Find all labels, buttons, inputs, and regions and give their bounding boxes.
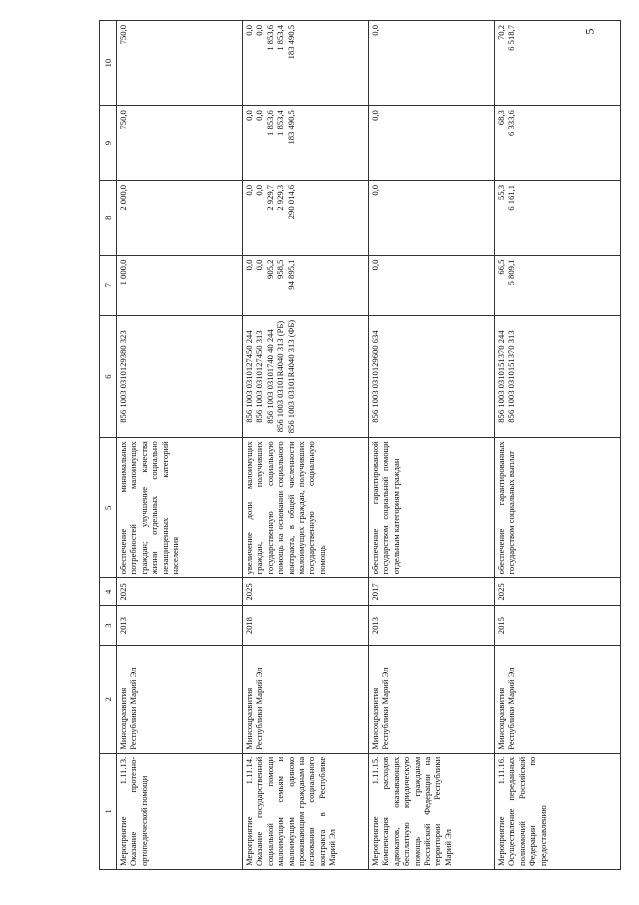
budget-code-cell [369, 315, 495, 437]
executor-cell: Минсоцразвития Республики Марий Эл [117, 645, 243, 753]
amount-cell-col9-value: 1 853,4 [275, 110, 286, 136]
column-header: 2 [100, 645, 117, 753]
table-row [495, 21, 621, 870]
amount-cell-col9-value: 750,0 [118, 110, 128, 130]
end-year-cell: 2017 [369, 578, 495, 606]
amount-cell-col10-value: 1 853,4 [275, 25, 286, 51]
budget-code-cell-value: 856 1003 03101740 40 244 [264, 329, 275, 424]
end-year-cell: 2025 [117, 578, 243, 606]
amount-cell-col9-value: 1 853,6 [264, 110, 275, 136]
amount-cell-col9-value: 6 333,6 [506, 110, 517, 136]
activity-cell: Мероприятие 1.11.16. Осуществление переданных полномочий Российской Федерации по предоставлению [495, 753, 621, 869]
column-header: 9 [100, 106, 117, 181]
activity-cell: Мероприятие 1.11.15. Компенсация расходов адвокатов, оказывающих бесплатную юридическую помощь гражданам Российской Федерации на территории Республики Марий Эл [369, 753, 495, 869]
amount-cell-col9-value: 0,0 [254, 110, 265, 121]
amount-cell-col10-value: 183 490,5 [285, 25, 296, 60]
column-header: 3 [100, 606, 117, 645]
amount-cell-col8-value: 0,0 [244, 184, 254, 196]
column-header: 1 [100, 753, 117, 869]
end-year-cell: 2025 [243, 578, 369, 606]
budget-code-cell-value: 856 1003 0310127450 313 [254, 330, 265, 423]
amount-cell-col7 [117, 255, 243, 315]
budget-code-cell-value: 856 1003 03101R4040 313 (РБ) [275, 320, 286, 433]
amount-cell-col9-value: 0,0 [370, 110, 380, 121]
amount-cell-col8 [369, 180, 495, 255]
amount-cell-col9 [243, 106, 369, 181]
budget-code-cell-value: 856 1003 0310151370 313 [506, 330, 517, 423]
amount-cell-col8 [117, 180, 243, 255]
header-row [100, 21, 117, 870]
amount-cell-col9-value: 0,0 [244, 110, 254, 121]
program-table [99, 20, 621, 870]
amount-cell-col10-value: 6 518,7 [506, 25, 517, 51]
amount-cell-col10-value: 0,0 [370, 25, 380, 36]
amount-cell-col7-value: 0,0 [254, 259, 265, 271]
amount-cell-col7-value: 958,5 [275, 259, 286, 279]
amount-cell-col10-value: 0,0 [254, 25, 265, 36]
amount-cell-col8-value: 55,3 [496, 184, 506, 200]
executor-cell: Минсоцразвития Республики Марий Эл [243, 645, 369, 753]
budget-code-cell-value: 856 1003 0310129380 323 [118, 330, 128, 423]
table-row [243, 21, 369, 870]
budget-code-cell-value: 856 1003 0310129600 634 [370, 330, 380, 423]
rotated-page [99, 20, 622, 870]
amount-cell-col9-value: 183 490,5 [285, 110, 296, 145]
amount-cell-col10-value: 750,0 [118, 25, 128, 45]
amount-cell-col7-value: 5 809,1 [506, 259, 517, 286]
budget-code-cell-value: 856 1003 0310127450 244 [244, 330, 254, 423]
result-cell: увеличение доли малоимущих граждан, получивших государственную социальную помощь на основании социального контракта, в общей численности малоимущих граждан, получивших государственную социальную помощь [243, 438, 369, 578]
activity-cell: Мероприятие 1.11.13. Оказание протезно-ортопедической помощи [117, 753, 243, 869]
amount-cell-col8-value: 2 929,7 [264, 184, 275, 211]
page-number: 5 [582, 28, 597, 35]
result-cell: обеспечение гарантированной государством социальной помощи отдельным категориям граждан [369, 438, 495, 578]
start-year-cell: 2018 [243, 606, 369, 645]
column-header: 10 [100, 21, 117, 106]
amount-cell-col7-value: 66,5 [496, 259, 506, 275]
amount-cell-col10 [243, 21, 369, 106]
amount-cell-col10 [495, 21, 621, 106]
column-header: 8 [100, 180, 117, 255]
amount-cell-col8-value: 290 014,6 [285, 184, 296, 220]
start-year-cell: 2013 [369, 606, 495, 645]
amount-cell-col7-value: 0,0 [244, 259, 254, 271]
amount-cell-col10-value: 1 853,6 [264, 25, 275, 51]
amount-cell-col9-value: 68,3 [496, 110, 506, 126]
column-header: 5 [100, 438, 117, 578]
start-year-cell: 2015 [495, 606, 621, 645]
column-header: 4 [100, 578, 117, 606]
start-year-cell: 2013 [117, 606, 243, 645]
result-cell: обеспечение минимальных потребностей малоимущих граждан; улучшение качества жизни отдельных социально незащищенных категорий населения [117, 438, 243, 578]
amount-cell-col8-value: 2 929,3 [275, 184, 286, 211]
amount-cell-col7 [369, 255, 495, 315]
result-cell: обеспечение гарантированных государством социальных выплат [495, 438, 621, 578]
budget-code-cell [117, 315, 243, 437]
amount-cell-col7-value: 1 000,0 [118, 259, 128, 286]
amount-cell-col8 [495, 180, 621, 255]
budget-code-cell-value: 856 1003 0310151370 244 [496, 330, 506, 423]
amount-cell-col9 [117, 106, 243, 181]
table-row [117, 21, 243, 870]
amount-cell-col8-value: 0,0 [370, 184, 380, 196]
amount-cell-col7 [243, 255, 369, 315]
amount-cell-col10-value: 0,0 [244, 25, 254, 36]
amount-cell-col10 [369, 21, 495, 106]
amount-cell-col8-value: 2 000,0 [118, 184, 128, 211]
amount-cell-col7-value: 0,0 [370, 259, 380, 271]
amount-cell-col9 [369, 106, 495, 181]
executor-cell: Минсоцразвития Республики Марий Эл [495, 645, 621, 753]
amount-cell-col7 [495, 255, 621, 315]
activity-cell: Мероприятие 1.11.14. Оказание государственной социальной помощи малоимущим семьям и малоимущим одиноко проживающим гражданам на основании социального контракта в Республике Марий Эл [243, 753, 369, 869]
amount-cell-col10-value: 70,2 [496, 25, 506, 41]
amount-cell-col8 [243, 180, 369, 255]
column-header: 7 [100, 255, 117, 315]
executor-cell: Минсоцразвития Республики Марий Эл [369, 645, 495, 753]
amount-cell-col7-value: 94 895,1 [285, 259, 296, 290]
budget-code-cell-value: 856 1003 03101R4040 313 (ФБ) [285, 319, 296, 434]
end-year-cell: 2025 [495, 578, 621, 606]
amount-cell-col8-value: 0,0 [254, 184, 265, 196]
amount-cell-col9 [495, 106, 621, 181]
table-row [369, 21, 495, 870]
amount-cell-col8-value: 6 161,1 [506, 184, 517, 211]
amount-cell-col7-value: 905,2 [264, 259, 275, 279]
amount-cell-col10 [117, 21, 243, 106]
budget-code-cell [243, 315, 369, 437]
column-header: 6 [100, 315, 117, 437]
budget-code-cell [495, 315, 621, 437]
